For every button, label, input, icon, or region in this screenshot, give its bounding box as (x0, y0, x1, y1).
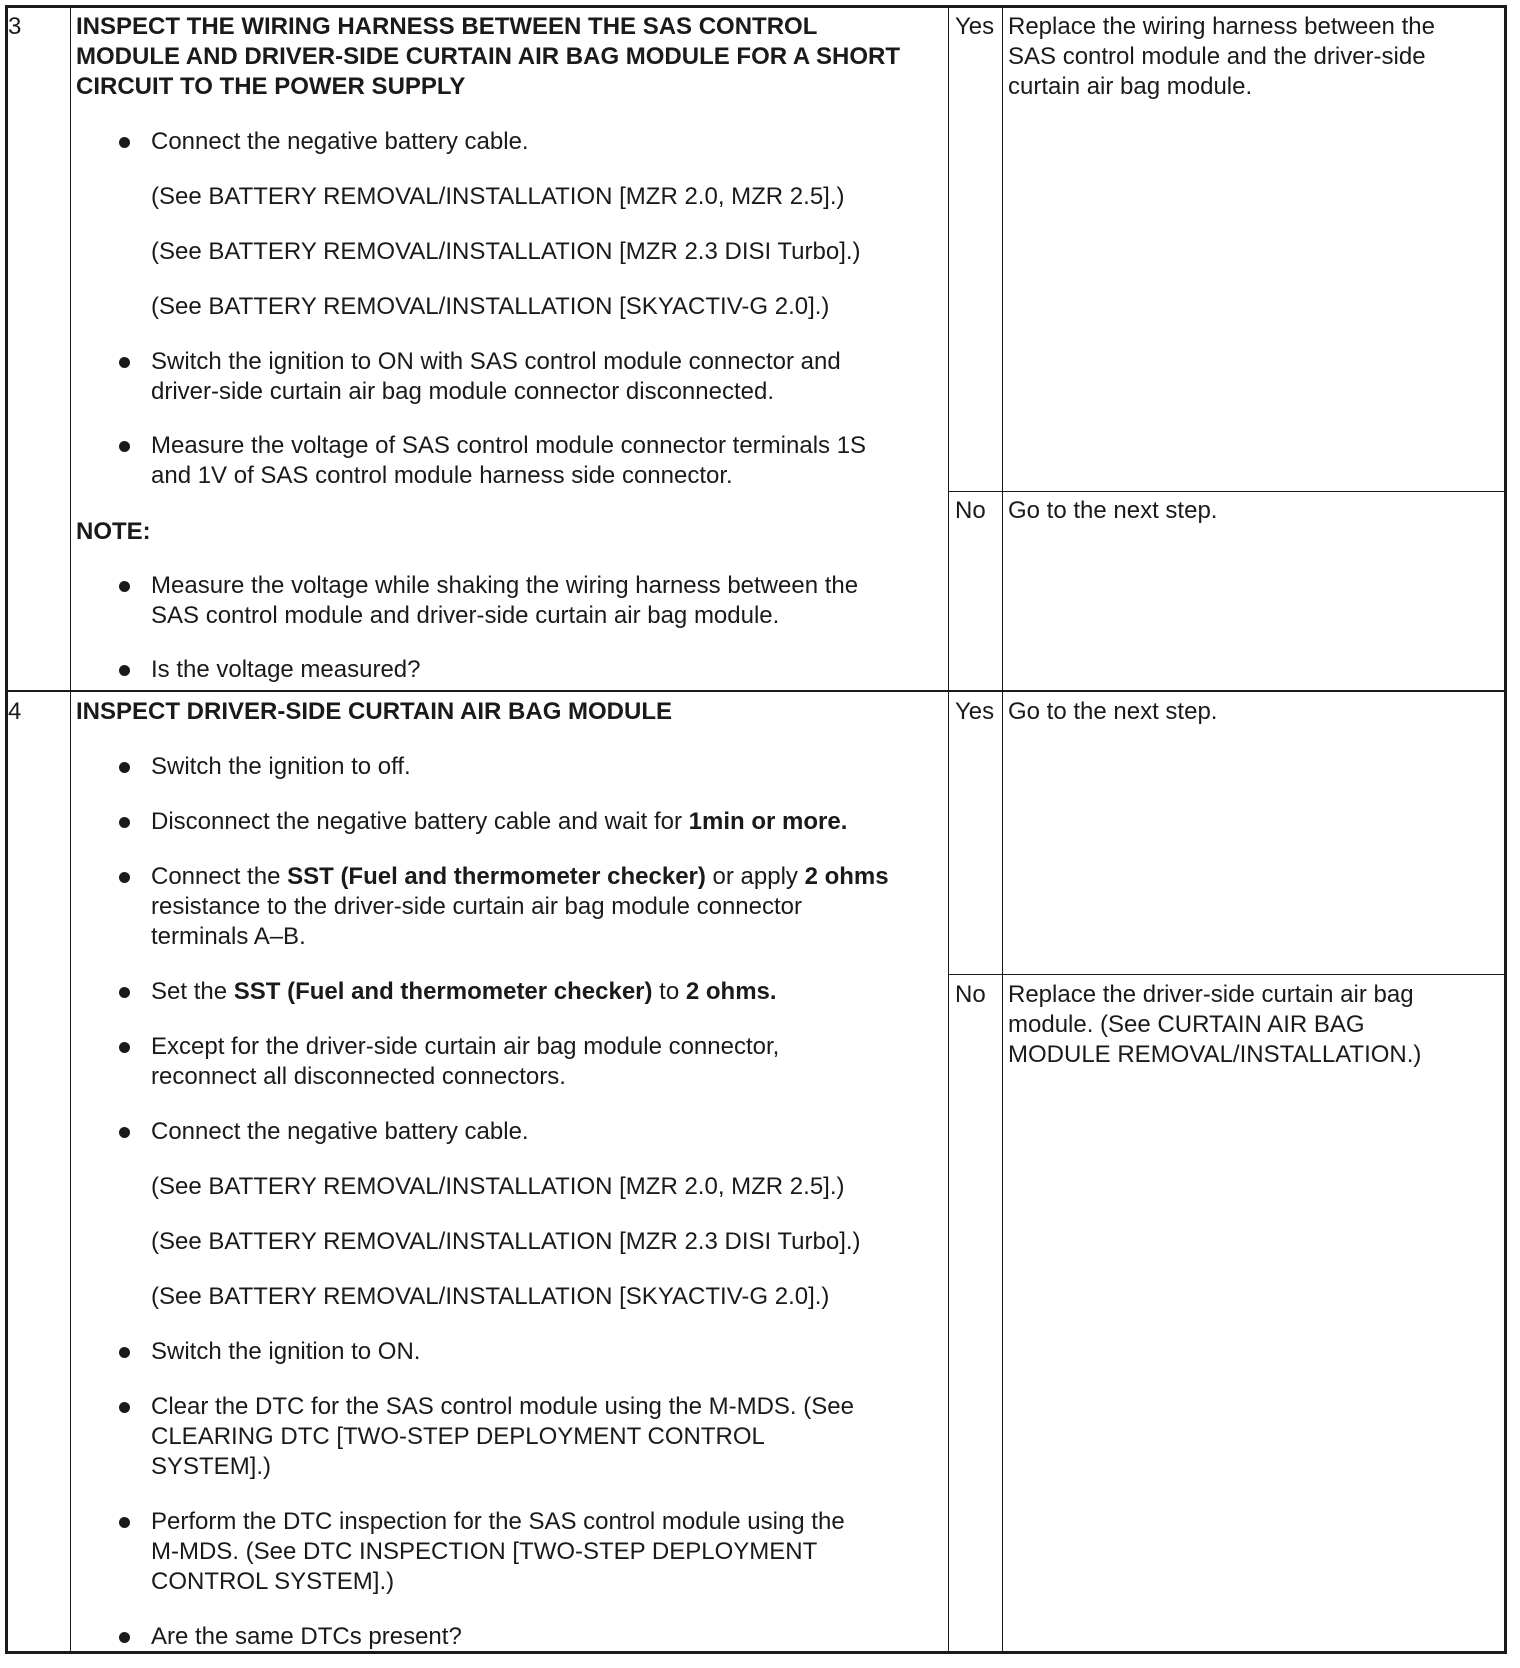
no-action: Go to the next step. (1008, 497, 1218, 524)
reference-link[interactable]: (See BATTERY REMOVAL/INSTALLATION [MZR 2.3 DISI Turbo].) (151, 1228, 861, 1255)
bullet-icon (119, 1347, 130, 1358)
column-divider-main (948, 6, 949, 1654)
procedure-item: CLEARING DTC [TWO-STEP DEPLOYMENT CONTROL (151, 1423, 765, 1450)
yes-action: curtain air bag module. (1008, 73, 1253, 100)
step-3-yes-no-divider (948, 491, 1504, 492)
procedure-item: driver-side curtain air bag module connector disconnected. (151, 378, 775, 405)
step-title-line: INSPECT DRIVER-SIDE CURTAIN AIR BAG MODULE (76, 698, 673, 725)
procedure-item: resistance to the driver-side curtain air bag module connector (151, 893, 802, 920)
procedure-item: Perform the DTC inspection for the SAS control module using the (151, 1508, 845, 1535)
bullet-icon (119, 987, 130, 998)
bullet-icon (119, 872, 130, 883)
procedure-item: Except for the driver-side curtain air bag module connector, (151, 1033, 780, 1060)
step-title-line: MODULE AND DRIVER-SIDE CURTAIN AIR BAG MODULE FOR A SHORT (76, 43, 900, 70)
column-divider-step (70, 6, 71, 1654)
procedure-item: Clear the DTC for the SAS control module using the M-MDS. (See (151, 1393, 854, 1420)
procedure-item: Connect the negative battery cable. (151, 128, 529, 155)
bullet-icon (119, 1402, 130, 1413)
step-number: 4 (8, 698, 22, 725)
yes-action: Replace the wiring harness between the (1008, 13, 1435, 40)
procedure-item: Disconnect the negative battery cable and wait for 1min or more. (151, 808, 848, 835)
bullet-icon (119, 581, 130, 592)
procedure-item: and 1V of SAS control module harness side connector. (151, 462, 733, 489)
step-number: 3 (8, 13, 22, 40)
bullet-icon (119, 357, 130, 368)
note-label: NOTE: (76, 518, 151, 545)
reference-link[interactable]: (See BATTERY REMOVAL/INSTALLATION [SKYACTIV-G 2.0].) (151, 293, 830, 320)
no-action: Replace the driver-side curtain air bag (1008, 981, 1414, 1008)
procedure-item: reconnect all disconnected connectors. (151, 1063, 566, 1090)
step-title-line: INSPECT THE WIRING HARNESS BETWEEN THE SAS CONTROL (76, 13, 818, 40)
procedure-item: SYSTEM].) (151, 1453, 272, 1480)
no-action: module. (See CURTAIN AIR BAG (1008, 1011, 1365, 1038)
procedure-item: Connect the negative battery cable. (151, 1118, 529, 1145)
procedure-item: Measure the voltage of SAS control module connector terminals 1S (151, 432, 867, 459)
bullet-icon (119, 665, 130, 676)
yes-label: Yes (955, 698, 995, 725)
procedure-item: Measure the voltage while shaking the wiring harness between the (151, 572, 859, 599)
step-4-yes-no-divider (948, 974, 1504, 975)
procedure-question: Are the same DTCs present? (151, 1623, 462, 1650)
bullet-icon (119, 1632, 130, 1643)
bullet-icon (119, 817, 130, 828)
procedure-item: terminals A–B. (151, 923, 306, 950)
reference-link[interactable]: (See BATTERY REMOVAL/INSTALLATION [MZR 2.3 DISI Turbo].) (151, 238, 861, 265)
yes-action: Go to the next step. (1008, 698, 1218, 725)
bullet-icon (119, 1127, 130, 1138)
procedure-question: Is the voltage measured? (151, 656, 421, 683)
procedure-item: Switch the ignition to ON with SAS control module connector and (151, 348, 841, 375)
bullet-icon (119, 1517, 130, 1528)
procedure-item: M-MDS. (See DTC INSPECTION [TWO-STEP DEPLOYMENT (151, 1538, 818, 1565)
bullet-icon (119, 1042, 130, 1053)
procedure-item: Switch the ignition to ON. (151, 1338, 421, 1365)
reference-link[interactable]: (See BATTERY REMOVAL/INSTALLATION [SKYACTIV-G 2.0].) (151, 1283, 830, 1310)
column-divider-yesno (1002, 6, 1003, 1654)
row-divider-step-4 (6, 690, 1506, 692)
procedure-item: SAS control module and driver-side curtain air bag module. (151, 602, 780, 629)
procedure-item: CONTROL SYSTEM].) (151, 1568, 395, 1595)
no-label: No (955, 981, 986, 1008)
bullet-icon (119, 137, 130, 148)
procedure-item: Set the SST (Fuel and thermometer checker) to 2 ohms. (151, 978, 777, 1005)
yes-action: SAS control module and the driver-side (1008, 43, 1426, 70)
bullet-icon (119, 762, 130, 773)
reference-link[interactable]: (See BATTERY REMOVAL/INSTALLATION [MZR 2.0, MZR 2.5].) (151, 183, 845, 210)
procedure-item: Connect the SST (Fuel and thermometer checker) or apply 2 ohms (151, 863, 889, 890)
bullet-icon (119, 441, 130, 452)
reference-link[interactable]: (See BATTERY REMOVAL/INSTALLATION [MZR 2.0, MZR 2.5].) (151, 1173, 845, 1200)
no-label: No (955, 497, 986, 524)
no-action: MODULE REMOVAL/INSTALLATION.) (1008, 1041, 1422, 1068)
step-title-line: CIRCUIT TO THE POWER SUPPLY (76, 73, 466, 100)
procedure-item: Switch the ignition to off. (151, 753, 411, 780)
yes-label: Yes (955, 13, 995, 40)
